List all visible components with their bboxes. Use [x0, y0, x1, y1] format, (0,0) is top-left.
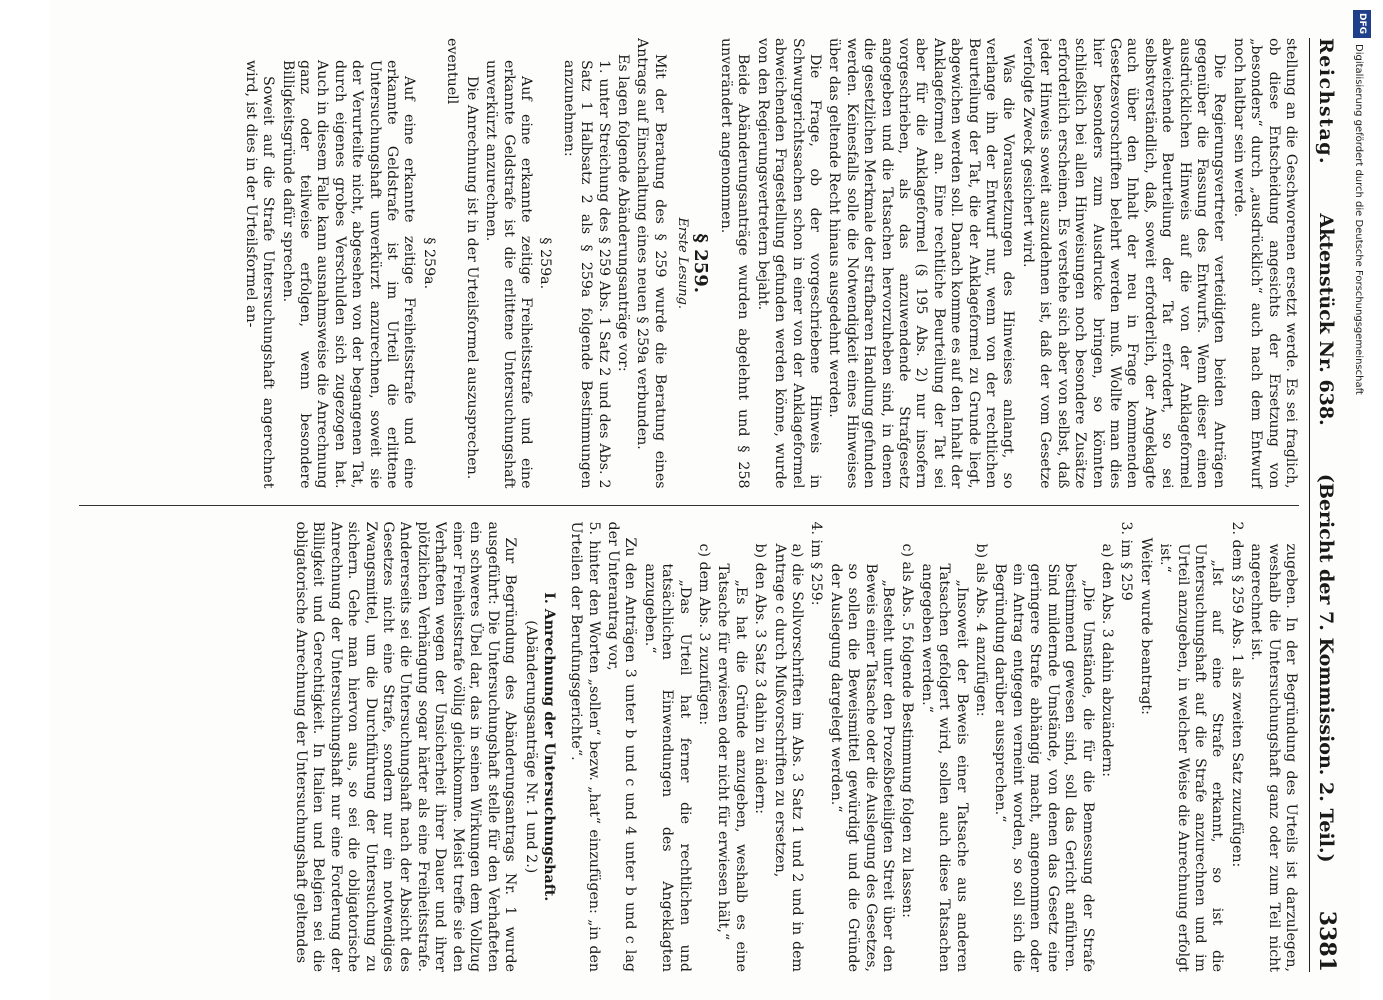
column-divider	[79, 505, 1299, 506]
quote: „Die Umstände, die für die Bemessung der Strafe bestimmend gewesen sind, soll das Gericht anführen. Sind mildernde Umstände, von denen das Gesetz eine geringere Strafe abhängig macht, angenommen oder ein Antrag entgegen verneint worden, so soll sich die Begründung darüber aussprechen.“	[992, 563, 1096, 972]
left-column	[79, 38, 1299, 489]
paragraph: Weiter wurde beantragt:	[1137, 537, 1154, 715]
text-columns	[79, 38, 1299, 972]
paragraph: stellung an die Geschworenen ersetzt werde. Es sei fraglich, ob diese Entscheidung angesichts der Ersetzung von „besonders“ durch „ausdrücklich“ auch nach dem Entwurf noch haltbar sein werde.	[1230, 38, 1299, 489]
paragraph: Mit der Beratung des § 259 wurde die Beratung eines Antrags auf Einschaltung eines neuen § 259a verbunden.	[634, 38, 668, 489]
paragraph: Beide Abänderungsanträge wurden abgelehnt und § 258 unverändert angenommen.	[718, 38, 752, 489]
paragraph: Auf eine erkannte zeitige Freiheitsstrafe und eine erkannte Geldstrafe ist im Urteil die erlittene Untersuchungshaft unverkürzt anzurechnen, soweit sie der Verurteilte nicht, abgesehen von der begangenen Tat, durch eigenes grobes Verschulden sich zugezogen hat. Auch in diesem Falle kann ausnahmsweise die Anrechnung ganz oder teilweise erfolgen, wenn besondere Billigkeitsgründe dafür sprechen.	[279, 60, 418, 489]
paragraph: Es lagen folgende Abänderungsanträge vor:	[614, 54, 631, 372]
quote: „Insoweit der Beweis einer Tatsache aus anderen Tatsachen gefolgert wird, sollen auch diese Tatsachen angegeben werden.“	[918, 563, 970, 972]
quote: „Es hat die Gründe anzugeben, weshalb es eine Tatsache für erwiesen oder nicht für erwiesen hält,“	[715, 563, 749, 972]
section-heading: § 259.	[689, 233, 711, 294]
quote: „Ist auf eine Strafe erkannt, so ist die Untersuchungshaft auf die Strafe anzurechnen und im Urteil anzugeben, in welcher Weise die Anrechnung erfolgt ist.“	[1157, 543, 1226, 972]
page-number: 3381	[1314, 910, 1340, 972]
page-header	[1309, 38, 1340, 972]
dfg-logo: DFG	[1353, 10, 1371, 38]
chapter-subheading: (Abänderungsanträge Nr. 1 und 2.)	[523, 620, 540, 874]
list-item: 3. im § 259	[1118, 521, 1135, 601]
list-item: 1. unter Streichung des § 259 Abs. 1 Satz 2 und des Abs. 2 Satz 1 Halbsatz 2 als § 259a folgende Bestimmungen anzunehmen:	[560, 60, 612, 489]
paragraph: Die Anrechnung ist in der Urteilsformel auszusprechen.	[463, 76, 480, 480]
list-item: c) als Abs. 5 folgende Bestimmung folgen zu lassen:	[899, 543, 916, 918]
section-label: § 259a.	[537, 237, 554, 290]
paragraph: Zu den Anträgen 3 unter b und c und 4 unter b und c lag der Unterantrag vor,	[604, 521, 639, 972]
paragraph: Was die Voraussetzungen des Hinweises anlangt, so verlange ihn der Entwurf nur, wenn von der rechtlichen Beurteilung der Tat, die der Anklageformel zu Grunde liegt, abgewichen werden soll. Danach komme es auf den Inhalt der Anklageformel an. Eine rechtliche Beurteilung der Tat sei aber für die Anklageformel (§ 195 Abs. 2) nur insofern vorgeschrieben, als das anzuwendende Strafgesetz angegeben und die Tatsachen hervorzuheben sind, in denen die gesetzlichen Merkmale der strafbaren Handlung gefunden werden. Keinesfalls solle die Notwendigkeit eines Hinweises über das geltende Recht hinaus ausgedehnt werden.	[826, 38, 1017, 489]
paragraph: Auf eine erkannte zeitige Freiheitsstrafe und eine erkannte Geldstrafe ist die erlittene Untersuchungshaft unverkürzt anzurechnen.	[483, 60, 534, 489]
credit-text: Digitalisierung gefördert durch die Deutsche Forschungsgemeinschaft	[1353, 44, 1364, 395]
quote: „Das Urteil hat ferner die rechtlichen und tatsächlichen Einwendungen des Angeklagten anzugeben.“	[641, 563, 693, 972]
list-item: c) dem Abs. 3 zuzufügen:	[696, 543, 712, 726]
paragraph: Die Regierungsvertreter verteidigten beiden Anträgen gegenüber die Fassung des Entwurfs. Wenn dieser einen ausdrücklichen Hinweis auf die von der Anklageformel abweichende Beurteilung der Tat erfordert, so sei selbstverständlich, daß, soweit erforderlich, der Angeklagte auch über den Inhalt der neu in Frage kommenden Gesetzesvorschriften belehrt werden muß. Wollte man dies hier besonders zum Ausdrucke bringen, so könnten schließlich bei allen Hinweisungen noch besondere Zusätze erforderlich erscheinen. Es verstehe sich aber von selbst, daß jeder Hinweis soweit auszudehnen ist, daß der vom Gesetze verfolgte Zweck gesichert wird.	[1019, 38, 1228, 489]
list-item: 2. dem § 259 Abs. 1 als zweiten Satz zuzufügen:	[1228, 521, 1245, 868]
list-item: a) die Sollvorschriften im Abs. 3 Satz 1 und 2 und in dem Antrage c durch Mußvorschriften zu ersetzen,	[771, 543, 806, 972]
paragraph: Zur Begründung des Abänderungsantrags Nr. 1 wurde ausgeführt: Die Untersuchungshaft stelle für den Verhafteten ein schweres Übel dar, das in seinen Wirkungen dem Vollzug einer Freiheitsstrafe völlig gleichkomme. Meist treffe sie den Verhafteten wegen der Unsicherheit ihrer Dauer und ihrer plötzlichen Verhängung sogar härter als eine Freiheitsstrafe. Andererseits sei die Untersuchungshaft nach der Absicht des Gesetzes nicht eine Strafe, sondern nur ein notwendiges Zwangsmittel, um die Durchführung der Untersuchung zu sichern. Gehe man hiervon aus, so sei die obligatorische Anrechnung der Untersuchungshaft nur eine Forderung der Billigkeit und Gerechtigkeit. In Italien und Belgien sei die obligatorische Anrechnung der Untersuchungshaft geltendes	[293, 521, 518, 972]
section-label: § 259a.	[420, 237, 437, 290]
list-item: a) den Abs. 3 dahin abzuändern:	[1098, 543, 1115, 778]
section-subheading: Erste Lesung.	[675, 217, 691, 310]
credit-strip	[1353, 10, 1373, 990]
document-page	[50, 0, 1360, 1000]
list-item: 5. hinter den Worten „sollen“ bezw. „hat“ einzufügen: „in den Urteilen der Berufungsgerichte“.	[568, 521, 602, 972]
header-center: Aktenstück Nr. 638.	[1315, 213, 1337, 426]
paragraph: Die Frage, ob der vorgeschriebene Hinweis in Schwurgerichtssachen schon in einer von der Anklageformel abweichenden Fragestellung gefunden werden könne, wurde von den Regierungsvertretern bejaht.	[754, 38, 824, 489]
paragraph: zugeben. In der Begründung des Urteils ist darzulegen, weshalb die Untersuchungshaft ganz oder zum Teil nicht angerechnet ist.	[1248, 543, 1299, 972]
paragraph: Soweit auf die Strafe Untersuchungshaft angerechnet wird, ist dies in der Urteilsformel an-	[242, 60, 277, 489]
list-item: b) den Abs. 3 Satz 3 dahin zu ändern:	[752, 543, 769, 815]
chapter-heading: I. Anrechnung der Untersuchungshaft.	[540, 592, 557, 902]
right-column	[79, 522, 1299, 973]
list-item: b) als Abs. 4 anzufügen:	[973, 543, 990, 717]
quote: „Besteht unter den Prozeßbeteiligten Streit über den Beweis einer Tatsache oder die Auslegung des Gesetzes, so sollen die Beweismittel gewürdigt und die Gründe der Auslegung dargelegt werden.“	[827, 563, 897, 972]
list-item: 4. im § 259:	[808, 521, 825, 606]
header-right: (Bericht der 7. Kommission. 2. Teil.)	[1315, 473, 1337, 863]
eventuell-label: eventuell	[444, 38, 461, 105]
header-left: Reichstag.	[1315, 38, 1337, 166]
